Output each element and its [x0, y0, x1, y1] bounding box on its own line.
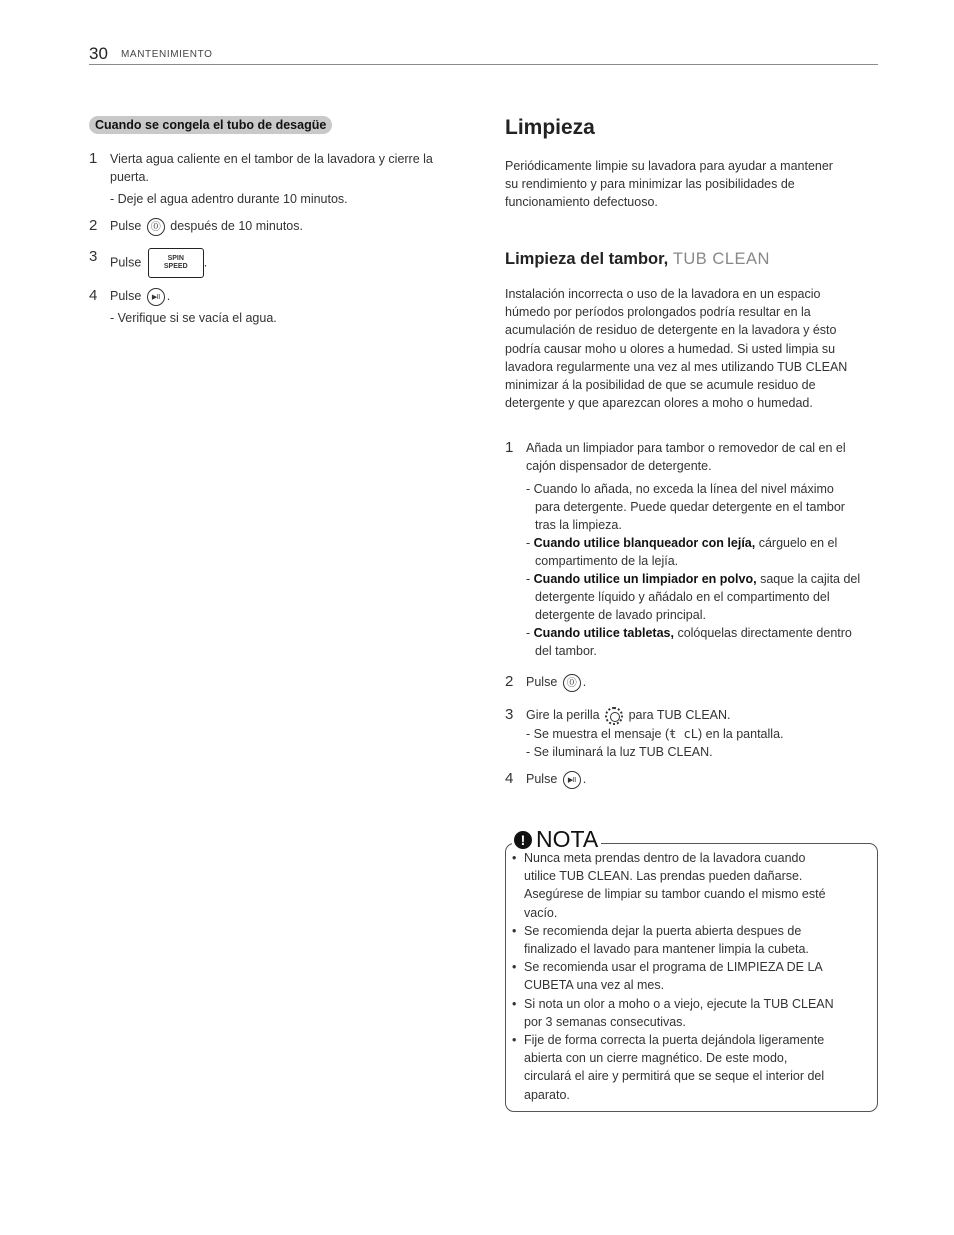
note-title: ! NOTA	[512, 826, 601, 853]
section-title: MANTENIMIENTO	[121, 49, 213, 60]
display-message: ŧ cL	[669, 726, 699, 741]
play-pause-icon: ▶II	[147, 288, 165, 306]
dial-knob-icon	[605, 707, 623, 725]
page-number: 30	[89, 44, 108, 63]
page-header	[89, 44, 878, 65]
limpieza-intro: Periódicamente limpie su lavadora para ayudar a mantener su rendimiento y para minimizar las posibilidades de funcionamiento defectuoso.	[505, 159, 833, 210]
warning-icon: !	[514, 831, 532, 849]
power-icon: ⓪	[147, 218, 165, 236]
right-step-1-notes: - Cuando lo añada, no exceda la línea del nivel máximo para detergente. Puede quedar detergente en el tambor tras la limpieza. - Cuando utilice blanqueador con lejía, cárguelo en el compartimento de la lejía. - Cuando utilice un limpiador en polvo, saque la cajita del detergente líquido y añádalo en el compartimento del detergente de lavado principal. - Cuando utilice tabletas, colóquelas directamente dentro del tambor.	[526, 482, 861, 658]
play-pause-icon: ▶II	[563, 771, 581, 789]
tub-clean-description: Instalación incorrecta o uso de la lavadora en un espacio húmedo por períodos prolongados podría resultar en la acumulación de residuo de detergente en la lavadora y ésto podría causar moho u olores a humedad. Si usted limpia su lavadora regularmente una vez al mes utilizando TUB CLEAN minimizar á la posibilidad de que se acumule residuo de detergente y que aparezcan olores a moho o humedad.	[505, 287, 848, 411]
spin-speed-button-icon: SPIN SPEED	[148, 248, 204, 278]
power-icon: ⓪	[563, 674, 581, 692]
tub-clean-subtitle: Limpieza del tambor, TUB CLEAN	[505, 250, 770, 268]
limpieza-title: Limpieza	[505, 116, 595, 139]
frozen-drain-heading: Cuando se congela el tubo de desagüe	[89, 116, 332, 134]
